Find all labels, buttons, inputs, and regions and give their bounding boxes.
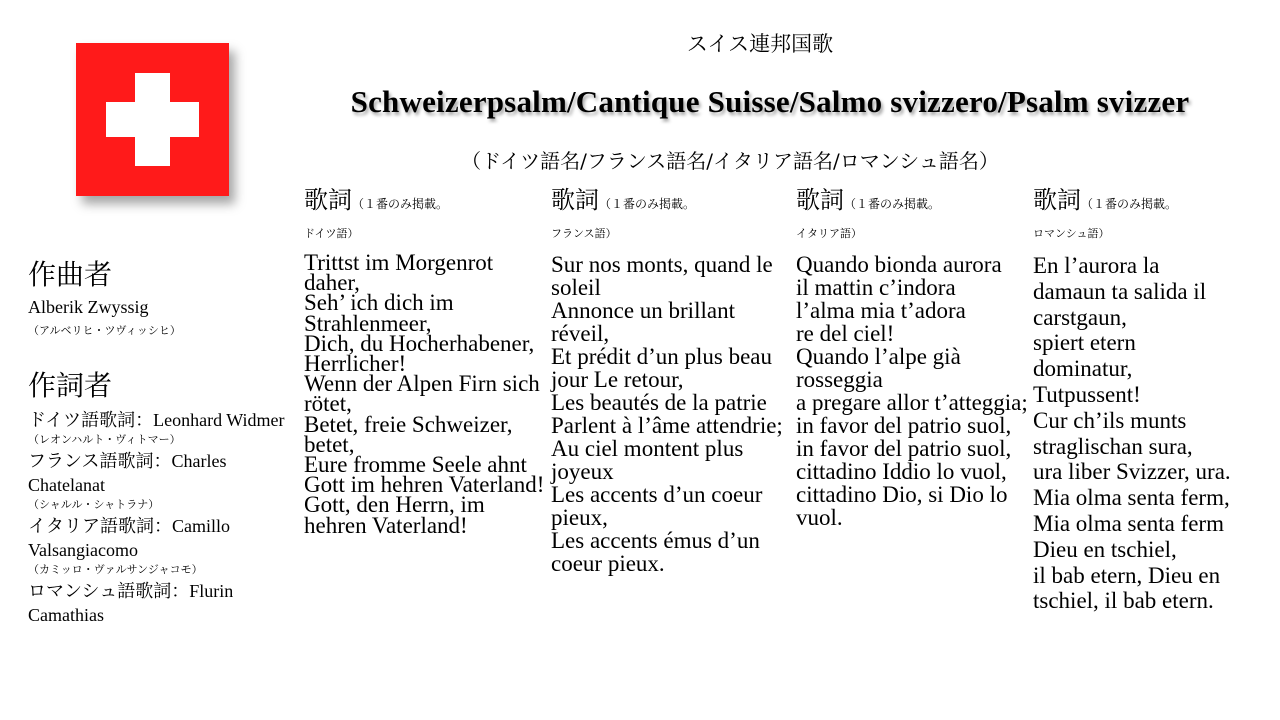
title-language-note: （ドイツ語名/フランス語名/イタリア語名/ロマンシュ語名） — [461, 149, 999, 173]
lyrics-language-label: フランス語） — [551, 227, 617, 240]
lyrics-heading — [796, 180, 1032, 215]
lyricist-italian: イタリア語歌詞：Camillo Valsangiacomo — [28, 516, 230, 560]
lyricist-german-reading: （レオンハルト・ヴィトマー） — [28, 433, 181, 446]
lyrics-column-romansh — [1033, 180, 1273, 614]
lyrics-language-label: ロマンシュ語） — [1033, 227, 1110, 240]
lyrics-heading-note: （１番のみ掲載。 — [599, 197, 696, 211]
lyrics-heading-note: （１番のみ掲載。 — [1081, 197, 1178, 211]
lyrics-column-french — [551, 180, 791, 575]
lyricist-german: ドイツ語歌詞：Leonhard Widmer — [28, 410, 285, 430]
lyrics-text-french: Sur nos monts, quand le soleil Annonce un brillant réveil, Et prédit d’un plus beau jour Le retour, Les beautés de la patrie Parlent à l’âme attendrie; Au ciel montent plus joyeux Les accents d’un coeur pieux, Les accents émus d’un coeur pieux. — [551, 252, 783, 576]
lyricist-romansh: ロマンシュ語歌詞：Flurin Camathias — [28, 581, 234, 625]
swiss-flag — [76, 43, 229, 196]
lyrics-heading-label: 歌詞 — [796, 186, 844, 214]
lyrics-text-german: Trittst im Morgenrot daher, Seh’ ich dich im Strahlenmeer, Dich, du Hocherhabener, Herrlicher! Wenn der Alpen Firn sich rötet, Betet, freie Schweizer, betet, Eure fromme Seele ahnt Gott im hehren Vaterland! Gott, den Herrn, im hehren Vaterland! — [304, 250, 545, 538]
page-title: Schweizerpsalm/Cantique Suisse/Salmo svizzero/Psalm svizzer — [350, 84, 1190, 119]
lyrics-heading-note: （１番のみ掲載。 — [844, 197, 941, 211]
composer-name: Alberik Zwyssig — [28, 297, 149, 317]
lyrics-heading — [1033, 180, 1273, 215]
lyricist-french-reading: （シャルル・シャトラナ） — [28, 498, 160, 511]
composer-reading: （アルベリヒ・ツヴィッシヒ） — [28, 324, 181, 337]
lyrics-heading — [551, 180, 791, 215]
lyrics-column-italian — [796, 180, 1032, 529]
lyrics-language-label: ドイツ語） — [304, 227, 359, 240]
subtitle-japanese: スイス連邦国歌 — [686, 32, 834, 56]
lyrics-heading-label: 歌詞 — [551, 186, 599, 214]
flag-cross-horizontal — [106, 102, 199, 137]
lyricist-heading: 作詞者 — [28, 369, 113, 402]
lyrics-column-german — [304, 180, 552, 536]
lyrics-heading-note: （１番のみ掲載。 — [352, 197, 449, 211]
lyrics-text-romansh: En l’aurora la damaun ta salida il carstgaun, spiert etern dominatur, Tutpussent! Cur ch’ils munts straglischan sura, ura liber Svizzer, ura. Mia olma senta ferm, Mia olma senta ferm Dieu en tschiel, il bab etern, Dieu en tschiel, il bab etern. — [1033, 253, 1231, 614]
lyrics-text-italian: Quando bionda aurora il mattin c’indora l’alma mia t’adora re del ciel! Quando l’alpe già rosseggia a pregare allor t’atteggia; in favor del patrio suol, in favor del patrio suol, cittadino Iddio lo vuol, cittadino Dio, si Dio lo vuol. — [796, 252, 1028, 530]
lyrics-heading — [304, 180, 552, 215]
composer-block — [28, 253, 278, 338]
lyricist-italian-reading: （カミッロ・ヴァルサンジャコモ） — [28, 563, 203, 576]
lyrics-language-label: イタリア語） — [796, 227, 862, 240]
lyrics-heading-label: 歌詞 — [1033, 186, 1081, 214]
lyrics-heading-label: 歌詞 — [304, 186, 352, 214]
lyricist-block — [28, 364, 286, 627]
lyricist-french: フランス語歌詞：Charles Chatelanat — [28, 451, 227, 495]
composer-heading: 作曲者 — [28, 258, 113, 291]
